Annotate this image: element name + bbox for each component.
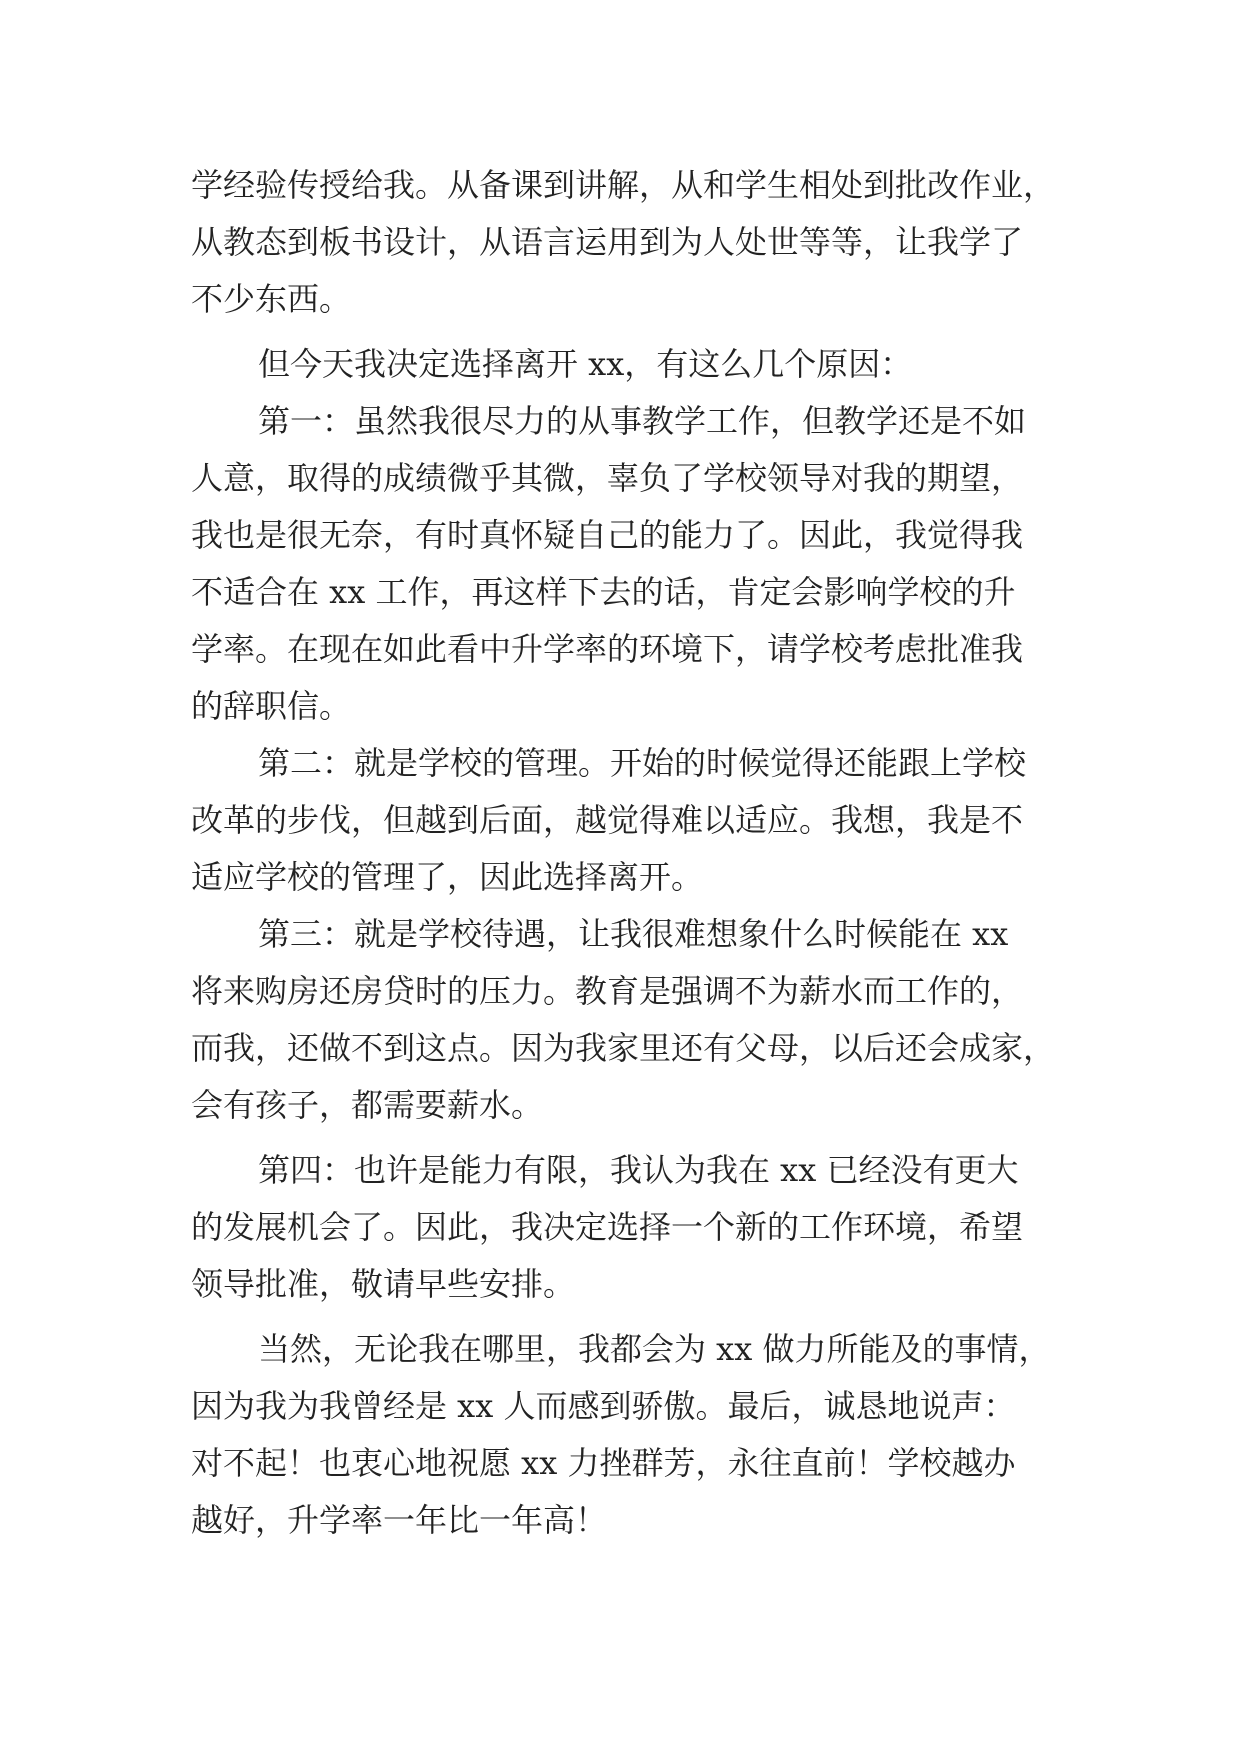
text-line: 第三：就是学校待遇，让我很难想象什么时候能在 xx bbox=[258, 915, 1009, 953]
text-line: 人意，取得的成绩微乎其微，辜负了学校领导对我的期望， bbox=[191, 459, 1024, 497]
text-line: 而我，还做不到这点。因为我家里还有父母，以后还会成家， bbox=[191, 1029, 1056, 1067]
text-line: 学经验传授给我。从备课到讲解，从和学生相处到批改作业， bbox=[191, 166, 1056, 204]
text-line: 会有孩子，都需要薪水。 bbox=[191, 1086, 544, 1124]
text-line: 我也是很无奈，有时真怀疑自己的能力了。因此，我觉得我 bbox=[191, 516, 1024, 554]
text-line: 第一：虽然我很尽力的从事教学工作，但教学还是不如 bbox=[258, 402, 1027, 440]
text-line: 因为我为我曾经是 xx 人而感到骄傲。最后，诚恳地说声： bbox=[191, 1387, 1016, 1425]
text-line: 的发展机会了。因此，我决定选择一个新的工作环境，希望 bbox=[191, 1208, 1024, 1246]
text-line: 不少东西。 bbox=[191, 280, 352, 318]
text-line: 当然，无论我在哪里，我都会为 xx 做力所能及的事情， bbox=[258, 1330, 1051, 1368]
text-line: 但今天我决定选择离开 xx，有这么几个原因： bbox=[258, 345, 913, 383]
text-line: 学率。在现在如此看中升学率的环境下，请学校考虑批准我 bbox=[191, 630, 1024, 668]
text-line: 不适合在 xx 工作，再这样下去的话，肯定会影响学校的升 bbox=[191, 573, 1016, 611]
text-line: 领导批准，敬请早些安排。 bbox=[191, 1265, 576, 1303]
text-line: 改革的步伐，但越到后面，越觉得难以适应。我想，我是不 bbox=[191, 801, 1024, 839]
text-line: 越好，升学率一年比一年高！ bbox=[191, 1501, 608, 1539]
text-line: 对不起！也衷心地祝愿 xx 力挫群芳，永往直前！学校越办 bbox=[191, 1444, 1016, 1482]
text-line: 的辞职信。 bbox=[191, 687, 352, 725]
text-line: 将来购房还房贷时的压力。教育是强调不为薪水而工作的， bbox=[191, 972, 1024, 1010]
text-line: 适应学校的管理了，因此选择离开。 bbox=[191, 858, 704, 896]
text-line: 第四：也许是能力有限，我认为我在 xx 已经没有更大 bbox=[258, 1151, 1019, 1189]
text-line: 第二：就是学校的管理。开始的时候觉得还能跟上学校 bbox=[258, 744, 1027, 782]
text-line: 从教态到板书设计，从语言运用到为人处世等等，让我学了 bbox=[191, 223, 1024, 261]
